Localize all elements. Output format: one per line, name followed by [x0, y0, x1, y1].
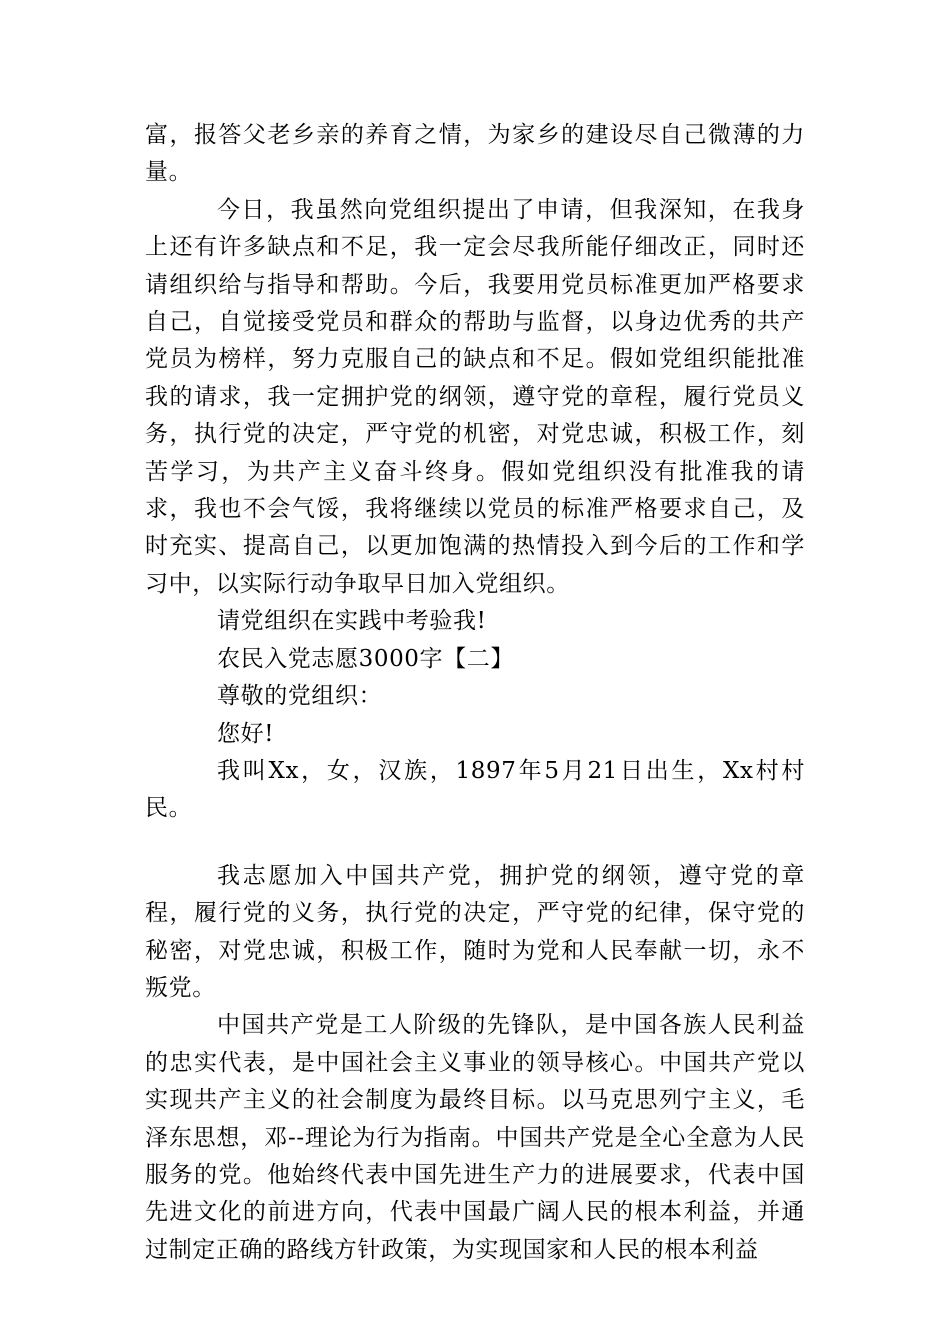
paragraph-commitment: 今日，我虽然向党组织提出了申请，但我深知，在我身上还有许多缺点和不足，我一定会尽我所能仔细改正，同时还请组织给与指导和帮助。今后，我要用党员标准更加严格要求自己，自觉接受党员和群众的帮助与监督，以身边优秀的共产党员为榜样，努力克服自己的缺点和不足。假如党组织能批准我的请求，我一定拥护党的纲领，遵守党的章程，履行党员义务，执行党的决定，严守党的机密，对党忠诚，积极工作，刻苦学习，为共产主义奋斗终身。假如党组织没有批准我的请求，我也不会气馁，我将继续以党员的标准严格要求自己，及时充实、提高自己，以更加饱满的热情投入到今后的工作和学习中，以实际行动争取早日加入党组织。: [145, 196, 805, 597]
paragraph-closing-line: 富，报答父老乡亲的养育之情，为家乡的建设尽自己微薄的力量。: [145, 122, 805, 186]
self-introduction: 我叫Xx，女，汉族，1897年5月21日出生，Xx村村民。: [145, 757, 805, 822]
paragraph-request-test: 请党组织在实践中考验我!: [217, 608, 487, 635]
greeting: 您好!: [217, 720, 275, 747]
paragraph-pledge: 我志愿加入中国共产党，拥护党的纲领，遵守党的章程，履行党的义务，执行党的决定，严守党的纪律，保守党的秘密，对党忠诚，积极工作，随时为党和人民奉献一切，永不叛党。: [145, 862, 805, 1001]
salutation: 尊敬的党组织：: [217, 683, 383, 710]
paragraph-party-description: 中国共产党是工人阶级的先锋队，是中国各族人民利益的忠实代表，是中国社会主义事业的领导核心。中国共产党以实现共产主义的社会制度为最终目标。以马克思列宁主义，毛泽东思想，邓--理论为行为指南。中国共产党是全心全意为人民服务的党。他始终代表中国先进生产力的进展要求，代表中国先进文化的前进方向，代表中国最广阔人民的根本利益，并通过制定正确的路线方针政策，为实现国家和人民的根本利益: [145, 1012, 805, 1263]
section-heading: 农民入党志愿3000字【二】: [217, 645, 514, 672]
document-page: [145, 117, 805, 1269]
paragraph-gap: [145, 828, 805, 858]
